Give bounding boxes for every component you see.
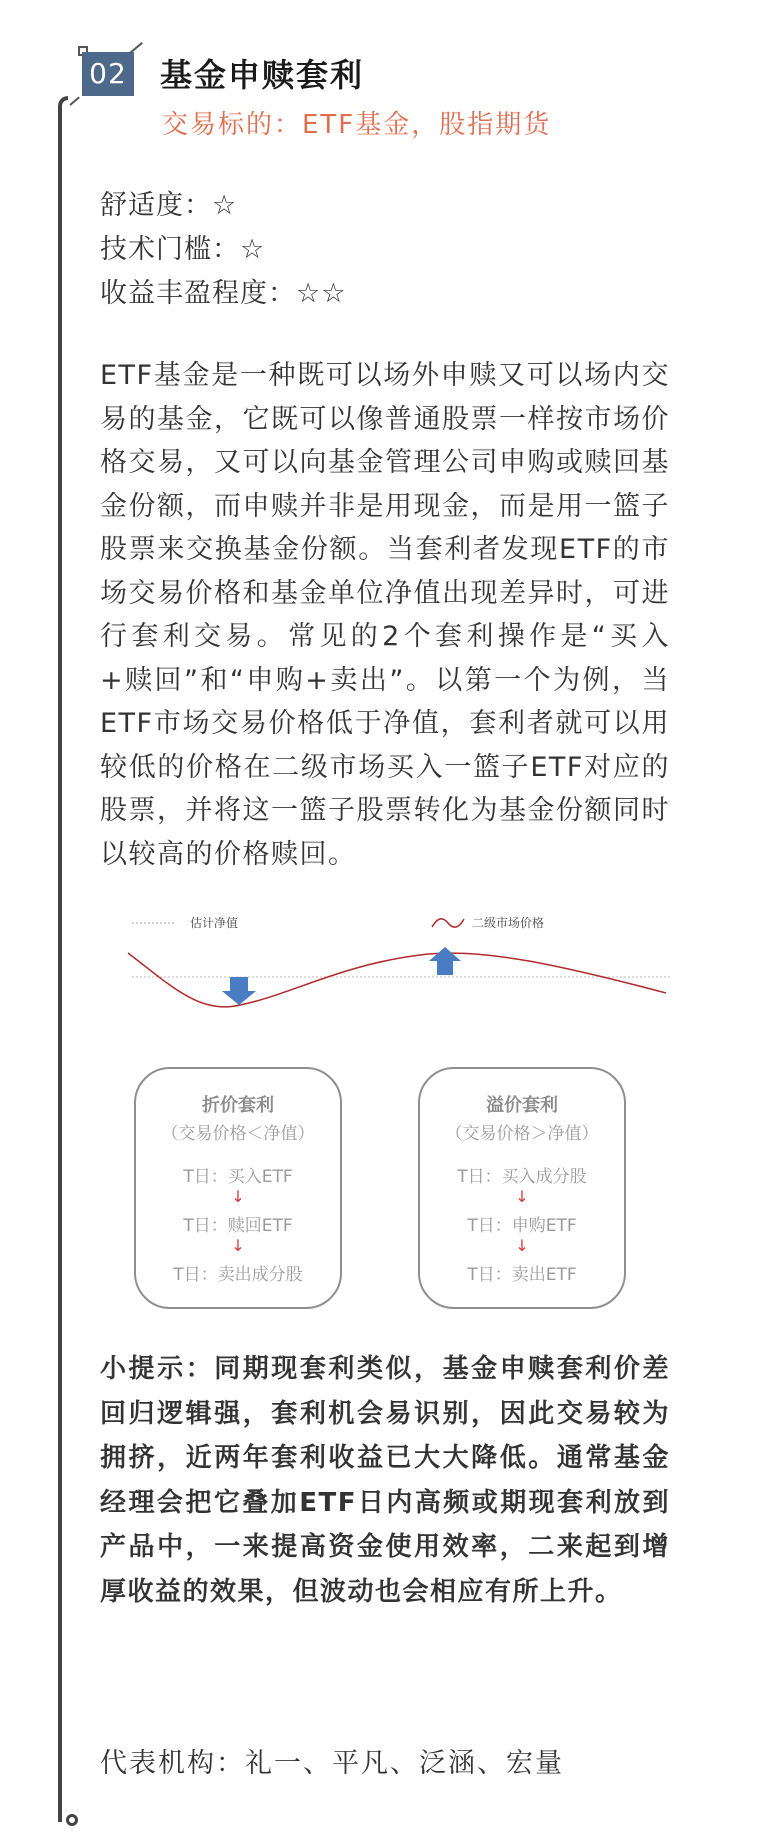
bracket-end-circle bbox=[66, 1814, 78, 1826]
rating-comfort: 舒适度：☆ bbox=[100, 190, 238, 221]
market-price-curve bbox=[128, 953, 666, 1007]
legend-price-line bbox=[432, 919, 464, 927]
description-paragraph: ETF基金是一种既可以场外申赎又可以场内交易的基金，它既可以像普通股票一样按市场价格交易，又可以向基金管理公司申购或赎回基金份额，而申赎并非是用现金，而是用一篮子股票来交换基金份额。当套利者发现ETF的市场交易价格和基金单位净值出现差异时，可进行套利交易。常见的2个套利操作是“买入+赎回”和“申购+卖出”。以第一个为例，当ETF市场交易价格低于净值，套利者就可以用较低的价格在二级市场买入一篮子ETF对应的股票，并将这一篮子股票转化为基金份额同时以较高的价格赎回。 bbox=[100, 360, 670, 870]
legend-price-label: 二级市场价格 bbox=[472, 916, 545, 930]
discount-title: 折价套利 bbox=[202, 1095, 274, 1116]
premium-step-3: T日：卖出ETF bbox=[467, 1265, 577, 1285]
rating-profit: 收益丰盈程度：☆☆ bbox=[100, 278, 347, 309]
ratings-list bbox=[100, 184, 346, 316]
down-arrow-icon bbox=[222, 977, 256, 1005]
premium-title: 溢价套利 bbox=[486, 1095, 558, 1116]
arbitrage-diagram bbox=[120, 905, 680, 1325]
tip-paragraph: 小提示：同期现套利类似，基金申赎套利价差回归逻辑强，套利机会易识别，因此交易较为拥挤，近两年套利收益已大大降低。通常基金经理会把它叠加ETF日内高频或期现套利放到产品中，一来提高资金使用效率，二来起到增厚收益的效果，但波动也会相应有所上升。 bbox=[100, 1354, 670, 1607]
section-title: 基金申赎套利 bbox=[160, 56, 365, 94]
arrow-down-icon: ↓ bbox=[231, 1236, 245, 1255]
arrow-down-icon: ↓ bbox=[515, 1236, 529, 1255]
premium-condition: （交易价格＞净值） bbox=[445, 1124, 599, 1144]
arrow-down-icon: ↓ bbox=[515, 1187, 529, 1206]
discount-step-1: T日：买入ETF bbox=[183, 1167, 293, 1187]
badge-slash-decoration bbox=[129, 42, 143, 54]
premium-arbitrage-box bbox=[418, 1067, 626, 1309]
discount-step-2: T日：赎回ETF bbox=[183, 1216, 293, 1236]
discount-arbitrage-box bbox=[134, 1067, 342, 1309]
rating-tech-threshold: 技术门槛：☆ bbox=[100, 234, 266, 265]
legend-nav-label: 估计净值 bbox=[190, 916, 239, 930]
discount-step-3: T日：卖出成分股 bbox=[173, 1265, 303, 1285]
section-subtitle: 交易标的：ETF基金，股指期货 bbox=[162, 110, 552, 140]
premium-step-1: T日：买入成分股 bbox=[457, 1167, 587, 1187]
left-bracket-line bbox=[58, 96, 68, 1822]
up-arrow-icon bbox=[429, 947, 461, 975]
discount-condition: （交易价格＜净值） bbox=[161, 1124, 315, 1144]
organizations-line: 代表机构：礼一、平凡、泛涵、宏量 bbox=[100, 1748, 564, 1779]
premium-step-2: T日：申购ETF bbox=[467, 1216, 577, 1236]
price-wave-chart bbox=[120, 905, 680, 1055]
section-number-badge: 02 bbox=[82, 52, 134, 96]
arrow-down-icon: ↓ bbox=[231, 1187, 245, 1206]
badge-slash-decoration-lower bbox=[69, 97, 79, 106]
